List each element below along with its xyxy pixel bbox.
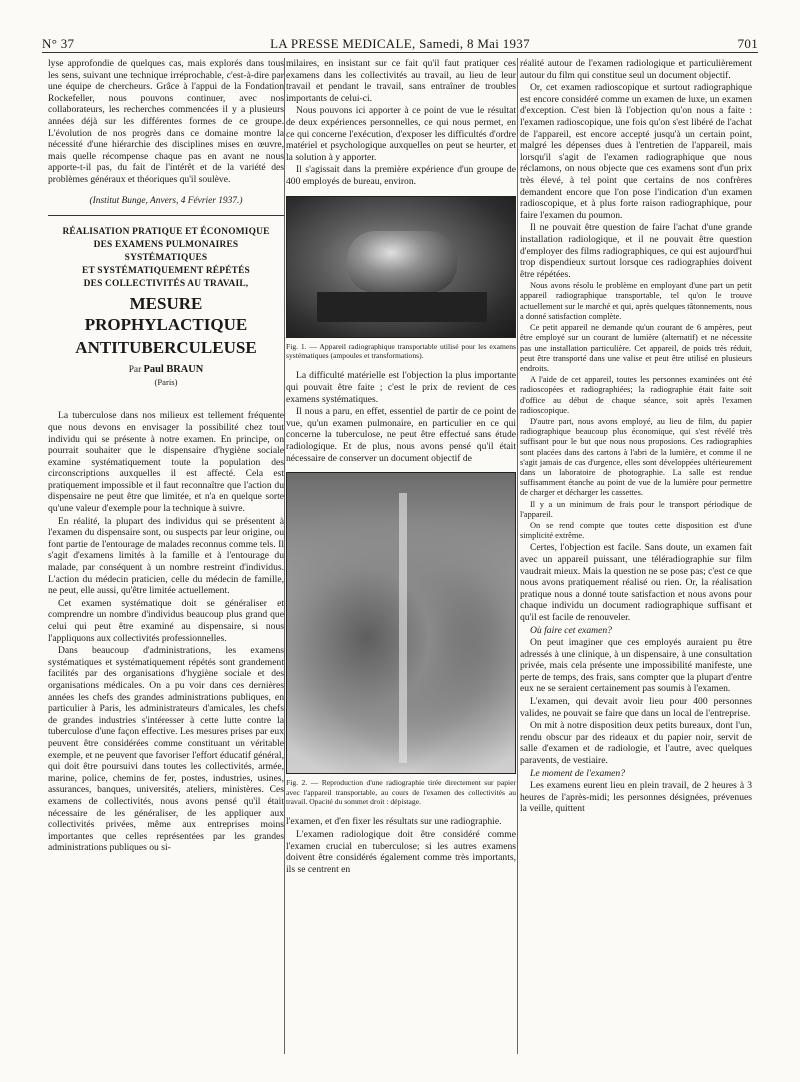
paragraph: Or, cet examen radioscopique et surtout radiographique est encore considéré comme un examen de luxe, un examen d'exception. C'est bien là l'objection qu'on nous a faite : l'examen radioscopique, une fois qu'on s'est libéré de l'achat de l'appareil, est encore accepté jusqu'à un certain point, malgré les dépenses dues à l'entretien de l'appareil, mais lorsqu'il s'agit de l'examen radiographique que nous réclamons, on nous objecte que ces examens sont d'un prix très élevé, à tel point que certains de nos confrères demandent encore que l'on pose l'indication d'un examen radioscopique, et à plus forte raison radiographique, pour faire l'examen du poumon.: [520, 82, 752, 221]
xray-apparatus-image: [347, 231, 457, 293]
column-1: [48, 58, 284, 855]
paragraph: D'autre part, nous avons employé, au lieu de film, du papier radiographique beaucoup plus économique, qui s'est révélé très suffisant pour le but que nous nous proposions. Ces radiographies sont placées dans des cartons à l'abri de la lumière, et comme il ne s'agit jamais de cas d'urgence, elles sont développées ultérieurement dans un laboratoire de photographie. La salle est rendue suffisamment étanche au point de vue de la lumière pour permettre de charger et décharger les cassettes.: [520, 416, 752, 498]
figure-1-caption: Fig. 1. — Appareil radiographique transportable utilisé pour les examens systématiques (ampoules et transformations).: [286, 341, 516, 360]
paragraph: Nous pouvons ici apporter à ce point de vue le résultat de deux expériences personnelles, ce qui nous permet, en ce qui concerne l'exécution, d'exposer les difficultés d'ordre matériel et psychologique auxquelles on peut se heurter, et la solution à y apporter.: [286, 105, 516, 163]
author-affiliation: (Paris): [154, 376, 178, 387]
subheading: Où faire cet examen?: [530, 624, 612, 636]
paragraph: Il ne pouvait être question de faire l'achat d'une grande installation radiologique, et il ne pouvait être question d'employer des films radiographiques, ce qui est aujourd'hui trop dispendieux surtout lorsque ces radiographies doivent être répétées.: [520, 222, 752, 280]
paragraph: La difficulté matérielle est l'objection la plus importante qui pouvait être faite ; c'est le prix de revient de ces examens systématiques.: [286, 370, 516, 405]
issue-number: N° 37: [42, 36, 75, 51]
paragraph: On peut imaginer que ces employés auraient pu être adressés à une clinique, à un dispensaire, à une consultation privée, mais cela présente une impossibilité manifeste, une perte de temps, des frais, sans compter que la plupart d'entre eux ne se seraient certainement pas soumis à l'examen.: [520, 637, 752, 695]
figure-2-caption: Fig. 2. — Reproduction d'une radiographie tirée directement sur papier avec l'appareil transportable, au cours de l'examen des collectivités au travail. Opacité du sommet droit : dépistage.: [286, 778, 516, 806]
article-title-line: DES EXAMENS PULMONAIRES: [93, 240, 239, 251]
paragraph: l'examen, et d'en fixer les résultats sur une radiographie.: [286, 816, 502, 828]
figure-1-photo: [286, 196, 516, 338]
article-title-line: DES COLLECTIVITÉS AU TRAVAIL,: [83, 279, 249, 290]
column-divider: [517, 58, 518, 1054]
paragraph: Nous avons résolu le problème en employant d'une part un petit appareil radiographique transportable, tel qu'on le trouve actuellement sur le marché et qui, après quelques tâtonnements, nous a donné satisfaction complète.: [520, 281, 752, 321]
byline: [48, 364, 284, 377]
paragraph: Certes, l'objection est facile. Sans doute, un examen fait avec un appareil puissant, une téléradiographie sur film vaudrait mieux. Mais la question ne se pose pas; c'est ce que nous avons pratiquement réalisé ou rien. Or, la réalisation pratique nous a donné toute satisfaction et nous avons pour chaque individu un document radiographique suffisant et qu'il est facile de renouveler.: [520, 542, 752, 623]
journal-title: LA PRESSE MEDICALE, Samedi, 8 Mai 1937: [270, 36, 530, 51]
signature-line: (Institut Bunge, Anvers, 4 Février 1937.): [89, 195, 243, 206]
article-headline: ANTITUBERCULEUSE: [75, 338, 257, 358]
paragraph: Ce petit appareil ne demande qu'un courant de 6 ampères, peut être employé sur un courant de lumière (alternatif) et ne nécessite pas une installation particulière. Cet appareil, de poids très réduit, peut être transporté dans une valise et peut être utilisé en plusieurs endroits.: [520, 323, 752, 373]
article-title-line: ET SYSTÉMATIQUEMENT RÉPÉTÉS: [82, 266, 250, 277]
figure-2-radiograph: [286, 472, 516, 774]
radiograph-spine-shadow: [399, 493, 407, 763]
column-3: [520, 58, 752, 816]
paragraph: Il y a un minimum de frais pour le transport périodique de l'appareil.: [520, 499, 752, 519]
article-title-line: SYSTÉMATIQUES: [124, 253, 208, 264]
paragraph: milaires, en insistant sur ce fait qu'il faut pratiquer ces examens dans les collectivités au travail, au lieu de leur travail et pendant le travail, sans entraîner de troubles importants de celui-ci.: [286, 58, 516, 104]
page-header: [42, 30, 758, 52]
paragraph: Dans beaucoup d'administrations, les examens systématiques et systématiquement répétés sont grandement facilités par des organisations d'hygiène sociale et des organisations médicales. On a pu voir dans ces dernières années les chefs des grandes administrations publiques, en particulier à Paris, les administrateurs d'amicales, les chefs de grandes industries s'intéresser à cette lutte contre la tuberculose d'une façon effective. Les mesures prises par eux peuvent être considérées comme constituant un véritable exemple, et ne peuvent que favoriser l'effort éducatif général, qui doit être poursuivi dans toutes les collectivités, armée, marine, police, chemins de fer, postes, industries, usines, assurances, banques, universités, ateliers, ministères. Ces examens de collectivités, nous avons pensé qu'il était nécessaire de les généraliser, de les appliquer aux collectivités privées, même aux entreprises moins importantes que celles représentées par les grandes administrations publiques ou si-: [48, 645, 284, 854]
paragraph: réalité autour de l'examen radiologique et particulièrement autour du film qui constitue seul un document objectif.: [520, 58, 752, 81]
subheading: Le moment de l'examen?: [530, 767, 626, 779]
paragraph: La tuberculose dans nos milieux est tellement fréquente que nous devons en envisager la possibilité chez tout individu qui se présente à notre examen. En principe, on pourrait souhaiter que le dispensaire d'hygiène sociale examine systématiquement toute la population des circonscriptions auxquelles il est affecté. Cela est pratiquement impossible et il faut reconnaître que l'action du dispensaire ne peut être que limitée, et n'a en quelque sorte qu'une valeur d'exemple pour la technique à suivre.: [48, 410, 284, 515]
paragraph: On se rend compte que toutes cette disposition est d'une simplicité extrême.: [520, 520, 752, 541]
paragraph: Cet examen systématique doit se généraliser et comprendre un nombre d'individus beaucoup plus grand que celui qui peut être examiné au dispensaire, si nous l'appliquons aux collectivités professionnelles.: [48, 597, 284, 644]
article-title-line: RÉALISATION PRATIQUE ET ÉCONOMIQUE: [62, 227, 270, 238]
paragraph: Il nous a paru, en effet, essentiel de partir de ce point de vue, qu'un examen pulmonaire, en particulier en ce qui concerne la tuberculose, ne peut être effectué sans étude radiologique. Et de plus, nous avons pensé qu'il était nécessaire de conserver un document objectif de: [286, 406, 516, 464]
paragraph: A l'aide de cet appareil, toutes les personnes examinées ont été radioscopées et radiographiées; la radiographie était faite soit d'office au début de chaque séance, soit après l'examen radioscopique.: [520, 375, 752, 415]
byline-prefix: Par: [128, 365, 142, 376]
page-number: 701: [737, 36, 758, 51]
column-2: [286, 58, 516, 876]
paragraph: On mit à notre disposition deux petits bureaux, dont l'un, rendu obscur par des rideaux et du papier noir, servit de salle d'examen et de radiologie, et l'autre, avec quelques paravents, de vestiaire.: [520, 720, 752, 767]
paragraph: Il s'agissait dans la première expérience d'un groupe de 400 employés de bureau, environ.: [286, 164, 516, 187]
column-divider: [284, 58, 285, 1054]
article-headline: MESURE PROPHYLACTIQUE: [84, 294, 248, 335]
section-rule: [48, 215, 284, 216]
paragraph: En réalité, la plupart des individus qui se présentent à l'examen du dispensaire sont, ou suspects par leur origine, ou font partie de l'entourage de malades reconnus comme tels. Il s'agit d'examens limités à la famille et à l'entourage du malade, par conséquent à un nombre restreint d'individus. L'action du médecin praticien, celle du médecin de famille, ne peut, elle aussi, qu'être limitée actuellement.: [48, 515, 284, 597]
author-name: Paul BRAUN: [143, 364, 204, 376]
header-rule: [42, 52, 758, 53]
paragraph: L'examen radiologique doit être considéré comme l'examen crucial en tuberculose; si les autres examens doivent être considérés également comme très importants, ils se centrent en: [286, 828, 516, 875]
paragraph: lyse approfondie de quelques cas, mais explorés dans tous les sens, suivant une technique irréprochable, c'est-à-dire par une équipe de chercheurs. Grâce à l'appui de la Fondation Rockefeller, nous pouvons continuer, avec nos collaborateurs, les recherches commencées il y a plusieurs années déjà sur les différentes formes de ce groupe. L'évolution de nos progrès dans ce domaine montre la nécessité d'une hiérarchie des disciplines mises en œuvre, mais quelle récompense chaque pas en avant ne nous apporte-t-il pas, du fait de l'intérêt et de la variété des problèmes généraux et théoriques qu'il soulève.: [48, 58, 284, 185]
apparatus-base-image: [317, 292, 487, 322]
paragraph: Les examens eurent lieu en plein travail, de 2 heures à 3 heures de l'après-midi; les personnes désignées, prévenues la veille, quittent: [520, 780, 752, 815]
paragraph: L'examen, qui devait avoir lieu pour 400 personnes valides, ne pouvait se faire que dans un local de l'entreprise.: [520, 696, 752, 719]
